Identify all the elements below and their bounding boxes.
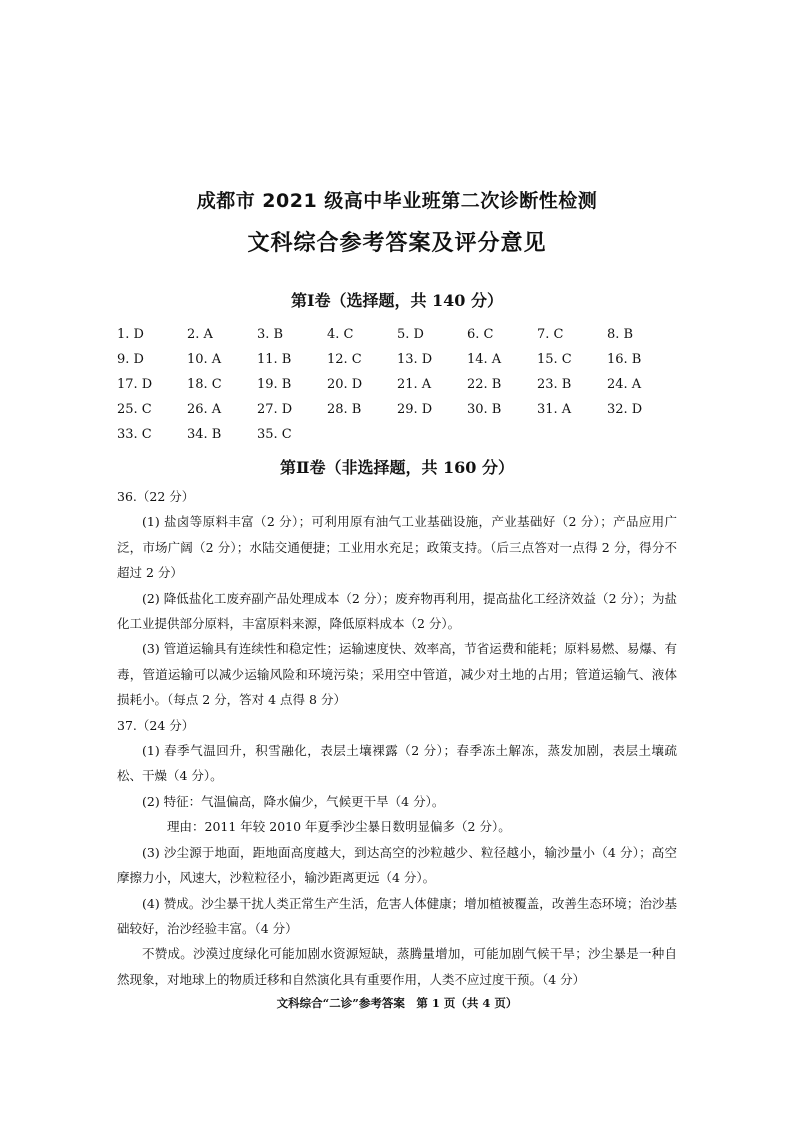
choice-answer: 21. A <box>397 377 432 392</box>
choice-answer: 22. B <box>467 377 502 392</box>
choice-answer: 35. C <box>257 427 292 442</box>
question-37-heading: 37.（24 分） <box>117 717 195 733</box>
q36-part-1: (1) 盐卤等原料丰富（2 分）；可利用原有油气工业基础设施，产业基础好（2 分）；产品应用广泛，市场广阔（2 分）；水陆交通便捷；工业用水充足；政策支持。（后三点答对一点得 2 分，得分不超过 2 分） <box>117 514 677 581</box>
choice-answer: 12. C <box>327 352 362 367</box>
choice-answer: 9. D <box>117 352 144 367</box>
choice-answer: 34. B <box>187 427 222 442</box>
choice-answer: 20. D <box>327 377 363 392</box>
choice-answer: 17. D <box>117 377 153 392</box>
section-1-heading: 第Ⅰ卷（选择题，共 140 分） <box>290 291 504 310</box>
choice-answer: 32. D <box>607 402 643 417</box>
choice-answer: 18. C <box>187 377 222 392</box>
q36-part-2: (2) 降低盐化工废弃副产品处理成本（2 分）；废弃物再利用，提高盐化工经济效益（2 分）；为盐化工业提供部分原料，丰富原料来源，降低原料成本（2 分）。 <box>117 590 677 632</box>
q37-part-4: (4) 赞成。沙尘暴干扰人类正常生产生活，危害人体健康；增加植被覆盖，改善生态环境；治沙基础较好，治沙经验丰富。（4 分） <box>117 895 677 936</box>
choice-answer: 16. B <box>607 352 642 367</box>
choice-answer: 33. C <box>117 427 152 442</box>
choice-answer: 23. B <box>537 377 572 392</box>
choice-answer: 5. D <box>397 327 424 342</box>
choice-answer: 29. D <box>397 402 433 417</box>
q37-part-4-alt: 不赞成。沙漠过度绿化可能加剧水资源短缺，蒸腾量增加，可能加剧气候干旱；沙尘暴是一种自然现象，对地球上的物质迁移和自然演化具有重要作用，人类不应过度干预。（4 分） <box>117 946 677 987</box>
choice-answer: 11. B <box>257 352 292 367</box>
choice-answer: 14. A <box>467 352 502 367</box>
question-36-heading: 36.（22 分） <box>117 489 195 504</box>
document-title: 成都市 2021 级高中毕业班第二次诊断性检测 <box>196 190 598 212</box>
q37-part-2: (2) 特征：气温偏高，降水偏少，气候更干旱（4 分）。 <box>142 793 445 809</box>
choice-answer: 2. A <box>187 327 213 342</box>
choice-answer: 10. A <box>187 352 222 367</box>
choice-answer: 4. C <box>327 327 354 342</box>
answer-content <box>117 484 677 992</box>
page-footer: 文科综合“二诊”参考答案 第 1 页（共 4 页） <box>276 996 518 1010</box>
choice-answer: 25. C <box>117 402 152 417</box>
choice-answer: 30. B <box>467 402 502 417</box>
choice-answer: 19. B <box>257 377 292 392</box>
q36-part-3: (3) 管道运输具有连续性和稳定性；运输速度快、效率高，节省运费和能耗；原料易燃、易爆、有毒，管道运输可以减少运输风险和环境污染；采用空中管道，减少对土地的占用；管道运输气、液体损耗小。（每点 2 分，答对 4 点得 8 分） <box>117 641 677 708</box>
choice-answer: 15. C <box>537 352 572 367</box>
choice-answer: 6. C <box>467 327 494 342</box>
section-2-heading: 第Ⅱ卷（非选择题，共 160 分） <box>279 458 515 477</box>
choice-answer: 28. B <box>327 402 362 417</box>
choice-answer: 8. B <box>607 327 634 342</box>
q37-part-3: (3) 沙尘源于地面，距地面高度越大，到达高空的沙粒越少、粒径越小，输沙量小（4 分）；高空摩擦力小，风速大，沙粒粒径小，输沙距离更远（4 分）。 <box>117 844 677 886</box>
choice-answer: 1. D <box>117 327 144 342</box>
q37-part-1: (1) 春季气温回升，积雪融化，表层土壤裸露（2 分）；春季冻土解冻，蒸发加剧，表层土壤疏松、干燥（4 分）。 <box>117 743 677 784</box>
choice-answer: 26. A <box>187 402 222 417</box>
choice-answer: 31. A <box>537 402 572 417</box>
document-subtitle: 文科综合参考答案及评分意见 <box>247 231 547 256</box>
choice-answer: 7. C <box>537 327 564 342</box>
q37-part-2-reason: 理由：2011 年较 2010 年夏季沙尘暴日数明显偏多（2 分）。 <box>167 819 511 835</box>
choice-answer: 3. B <box>257 327 284 342</box>
choice-answer: 27. D <box>257 402 293 417</box>
choice-answer: 13. D <box>397 352 433 367</box>
choice-answer: 24. A <box>607 377 642 392</box>
